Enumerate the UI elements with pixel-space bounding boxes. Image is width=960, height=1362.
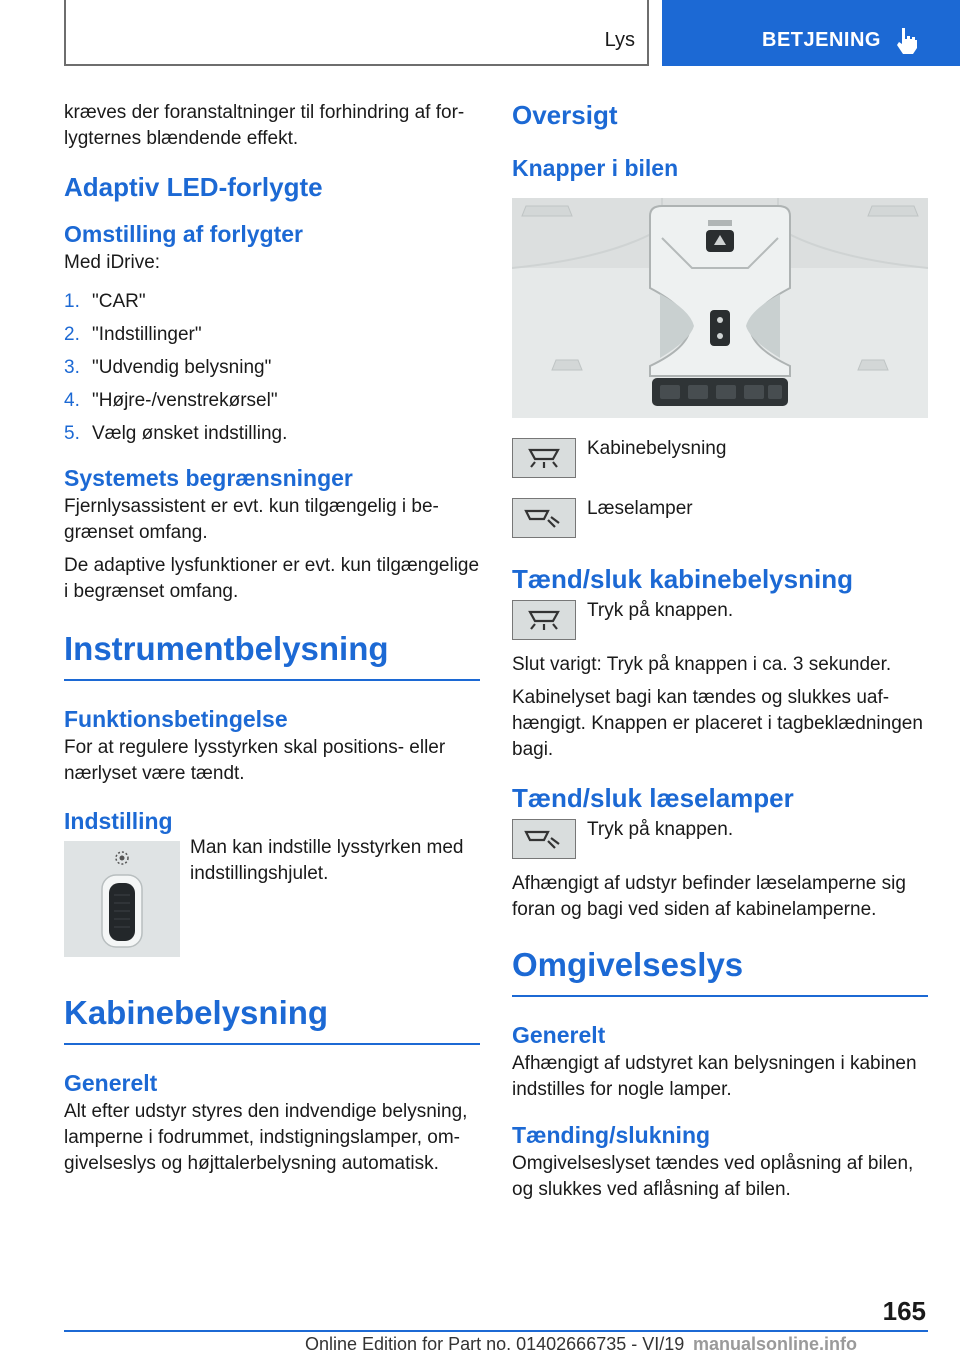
generelt-text-right: Afhængigt af udstyret kan belysningen i kabinen indstilles for nogle lamper. <box>512 1053 917 1100</box>
slut-varigt-text: Slut varigt: Tryk på knappen i ca. 3 sekunder. <box>512 654 892 675</box>
tryk-kabine-text: Tryk på knappen. <box>587 600 734 621</box>
list-item: 1. "CAR" <box>64 291 146 312</box>
right-column <box>512 100 928 1210</box>
reading-light-icon <box>512 498 576 538</box>
oversigt-heading: Oversigt <box>512 100 618 130</box>
generelt-heading-left: Generelt <box>64 1070 158 1096</box>
page-number: 165 <box>882 1296 926 1326</box>
funktionsbetingelse-heading: Funktionsbetingelse <box>64 706 288 732</box>
instrumentbelysning-heading: Instrumentbelysning <box>64 629 480 681</box>
cabin-light-icon <box>512 600 576 640</box>
header-chapter-tab <box>662 0 960 66</box>
hand-pointer-icon <box>894 26 920 56</box>
laeselamper-button-label: Læselamper <box>587 498 693 519</box>
taend-sluk-laese-heading: Tænd/sluk læselamper <box>512 783 794 813</box>
footer-divider <box>64 1330 928 1332</box>
taending-text: Omgivelseslyset tændes ved oplåsning af bilen, og slukkes ved aflåsning af bilen. <box>512 1153 914 1200</box>
kabinebelysning-button-row <box>512 438 928 478</box>
kabinelyset-text: Kabinelyset bagi kan tændes og slukkes uaf-hængigt. Knappen er placeret i tagbeklædningen bagi. <box>512 687 923 760</box>
list-item: 5. Vælg ønsket indstilling. <box>64 423 288 444</box>
reading-light-icon <box>512 819 576 859</box>
cabin-light-icon <box>512 438 576 478</box>
header-chapter-label: BETJENING <box>762 29 881 51</box>
tryk-kabine-row <box>512 600 928 640</box>
list-item: 4. "Højre-/venstrekørsel" <box>64 390 278 411</box>
indstilling-heading: Indstilling <box>64 808 173 834</box>
tryk-laese-row <box>512 819 928 859</box>
footer-edition: Online Edition for Part no. 01402666735 - VI/19 <box>305 1334 685 1354</box>
footer-watermark: manualsonline.info <box>693 1334 858 1354</box>
taending-heading: Tænding/slukning <box>512 1122 711 1148</box>
list-item: 2. "Indstillinger" <box>64 324 202 345</box>
med-idrive-text: Med iDrive: <box>64 252 161 273</box>
generelt-heading-right: Generelt <box>512 1022 606 1048</box>
generelt-text-left: Alt efter udstyr styres den indvendige belysning, lamperne i fodrummet, indstigningslamper, om-givelseslys og højttalerbelysning automatisk. <box>64 1101 468 1174</box>
tryk-laese-text: Tryk på knappen. <box>587 819 734 840</box>
begraensninger-heading: Systemets begrænsninger <box>64 465 353 491</box>
kabinebelysning-heading: Kabinebelysning <box>64 993 480 1045</box>
list-item: 3. "Udvendig belysning" <box>64 357 272 378</box>
indstilling-row <box>64 837 480 957</box>
header-section-label: Lys <box>604 29 635 51</box>
kabinebelysning-button-label: Kabinebelysning <box>587 438 727 459</box>
intro-text: kræves der foranstaltninger til forhindring af for-lygternes blændende effekt. <box>64 102 465 149</box>
funktionsbetingelse-text: For at regulere lysstyrken skal positions- eller nærlyset være tændt. <box>64 737 446 784</box>
begraensninger-text-2: De adaptive lysfunktioner er evt. kun tilgængelige i begrænset omfang. <box>64 555 480 602</box>
idrive-steps-list <box>64 289 480 454</box>
taend-sluk-kabine-heading: Tænd/sluk kabinebelysning <box>512 564 853 594</box>
header-section-box <box>64 0 649 66</box>
laeselamper-button-row <box>512 498 928 538</box>
indstilling-text: Man kan indstille lysstyrken med indstillingshjulet. <box>190 837 464 884</box>
left-column <box>64 100 480 1184</box>
omstilling-heading: Omstilling af forlygter <box>64 221 303 247</box>
overhead-console-image <box>512 198 928 418</box>
omgivelseslys-heading: Omgivelseslys <box>512 945 928 997</box>
brightness-wheel-image <box>64 841 180 957</box>
adaptive-led-heading: Adaptiv LED-forlygte <box>64 172 323 202</box>
begraensninger-text-1: Fjernlysassistent er evt. kun tilgængelig i be-grænset omfang. <box>64 496 439 543</box>
knapper-heading: Knapper i bilen <box>512 155 679 181</box>
afhaengigt-text: Afhængigt af udstyr befinder læselamperne sig foran og bagi ved siden af kabinelamperne. <box>512 873 906 920</box>
